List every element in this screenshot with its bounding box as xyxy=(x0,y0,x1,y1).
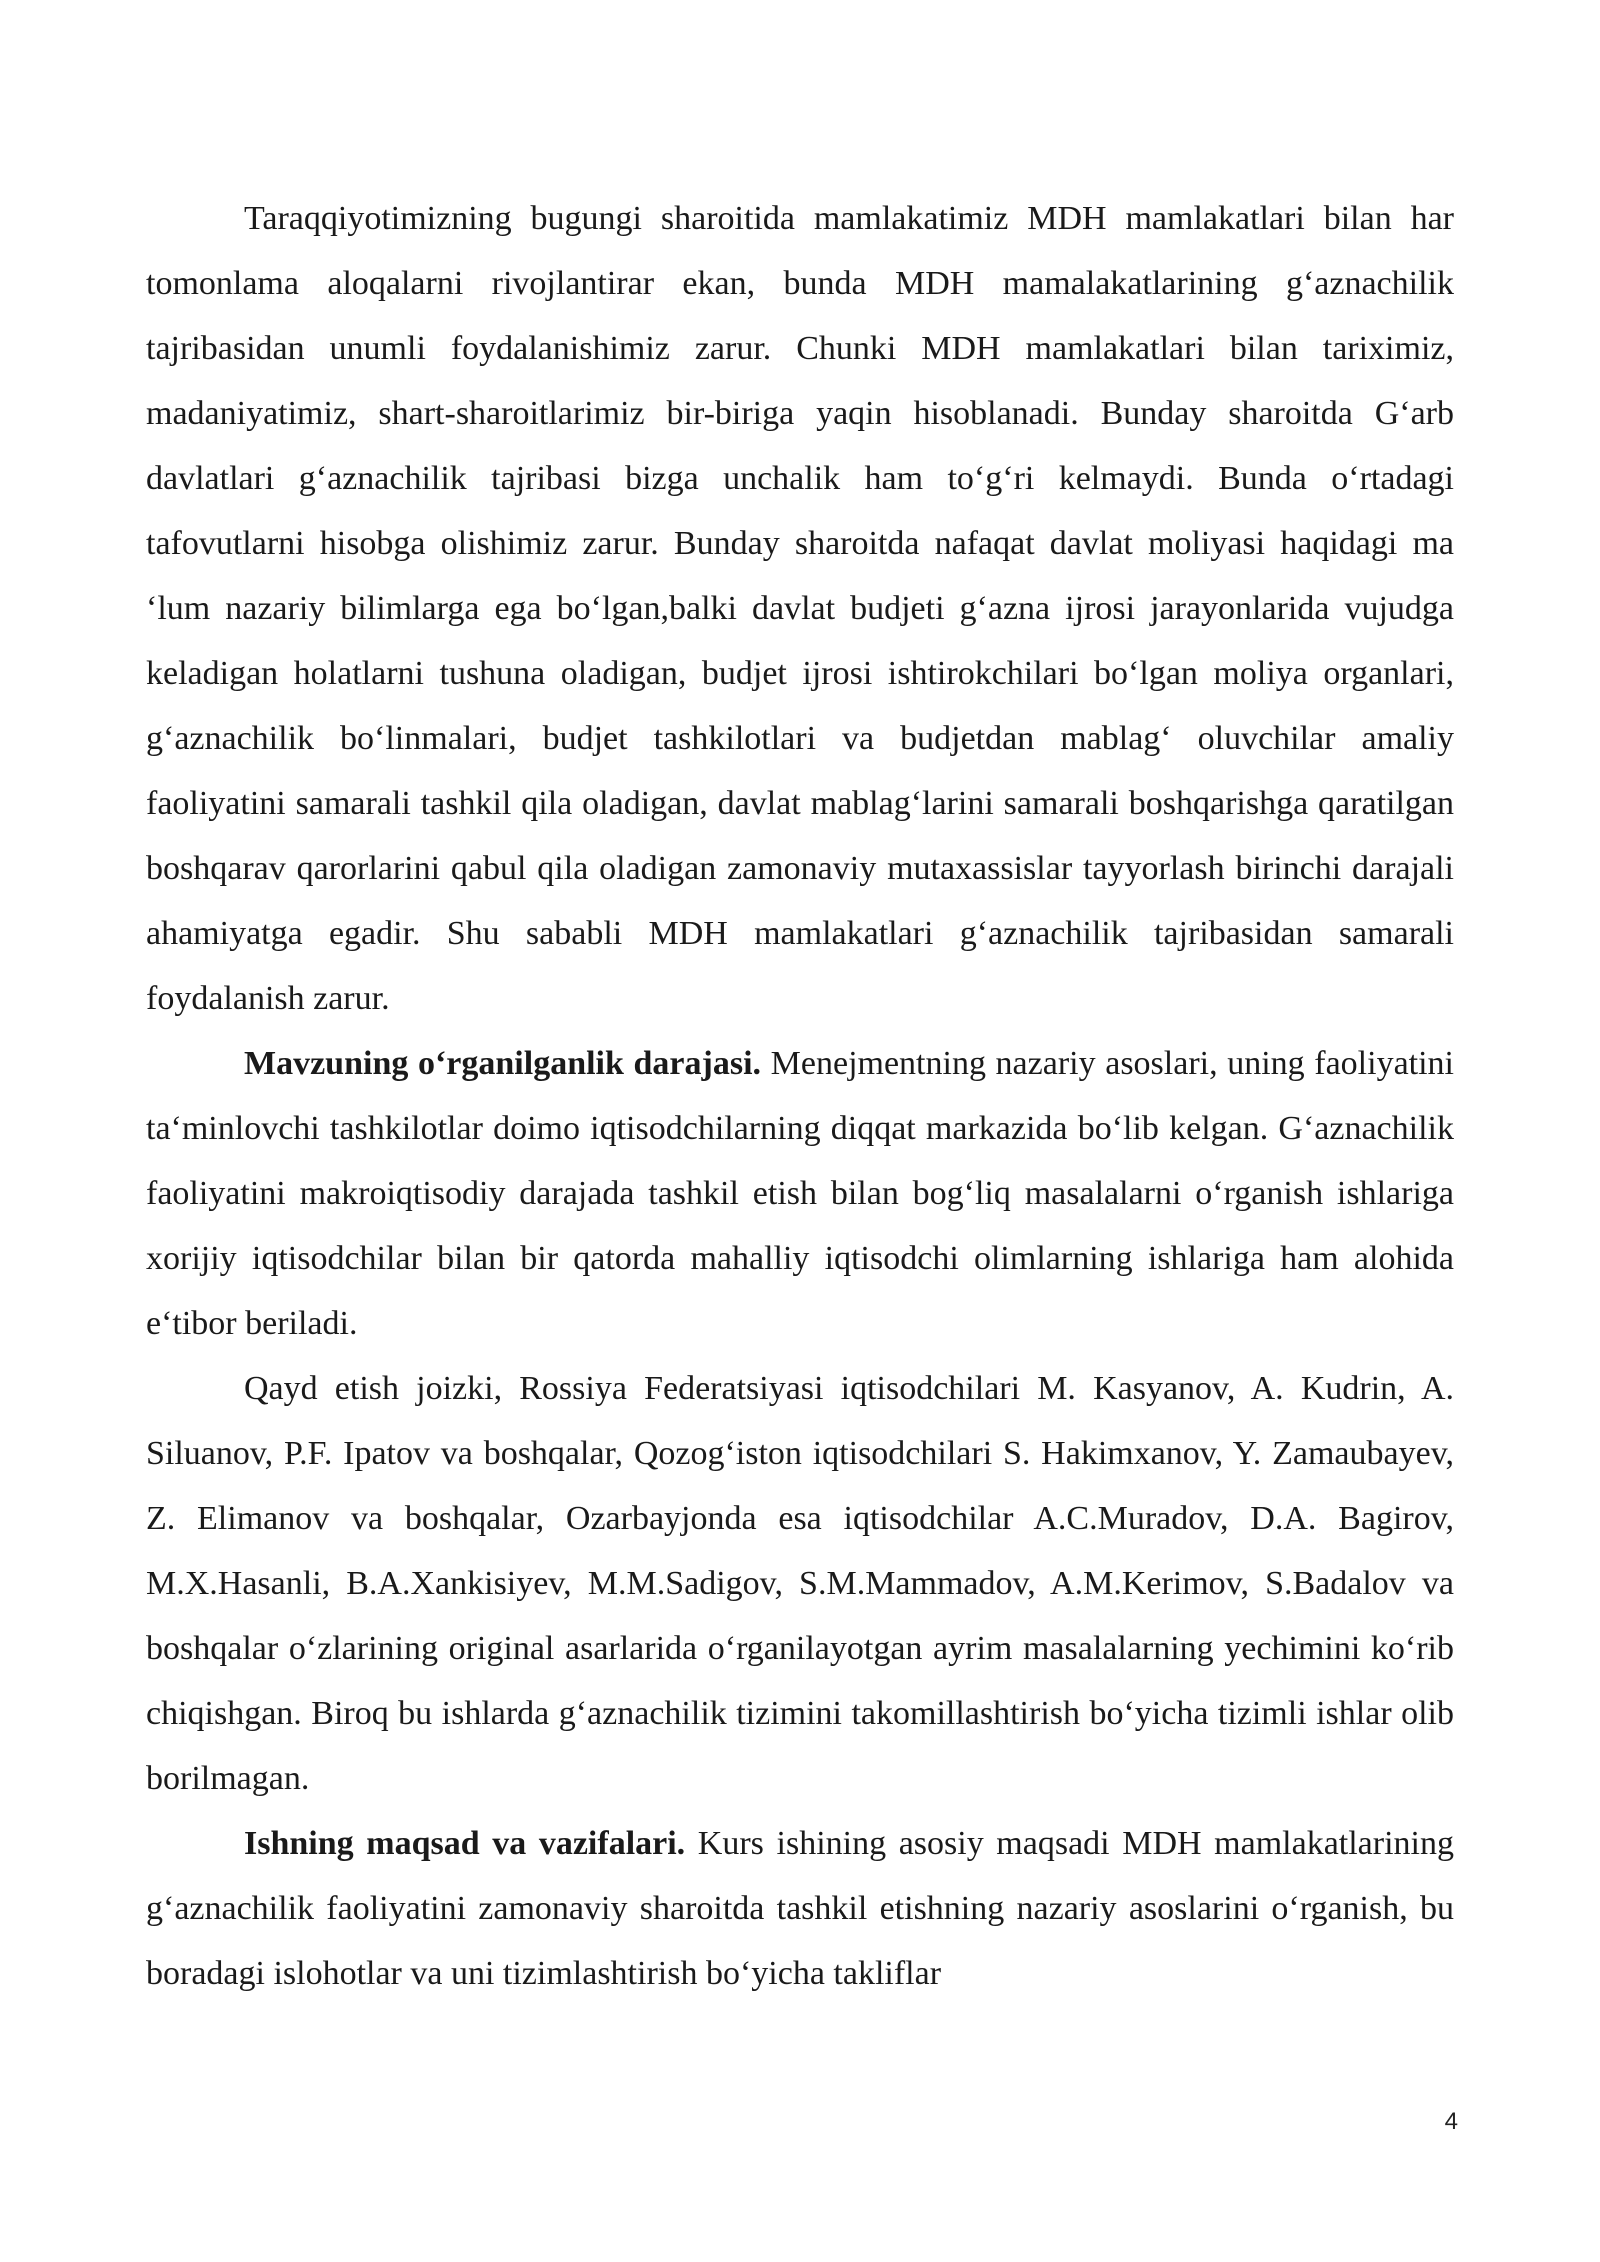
paragraph-researchers-text: Qayd etish joizki, Rossiya Federatsiyasi iqtisodchilari M. Kasyanov, A. Kudrin, A. Siluanov, P.F. Ipatov va boshqalar, Qozog‘iston iqtisodchilari S. Hakimxanov, Y. Zamaubayev, Z. Elimanov va boshqalar, Ozarbayjonda esa iqtisodchilar A.C.Muradov, D.A. Bagirov, M.X.Hasanli, B.A.Xankisiyev, M.M.Sadigov, S.M.Mammadov, A.M.Kerimov, S.Badalov va boshqalar o‘zlarining original asarlarida o‘rganilayotgan ayrim masalalarning yechimini ko‘rib chiqishgan. Biroq bu ishlarda g‘aznachilik tizimini takomillashtirish bo‘yicha tizimli ishlar olib borilmagan. xyxy=(146,1370,1454,1797)
paragraph-intro xyxy=(146,186,1454,1031)
paragraph-researchers xyxy=(146,1356,1454,1811)
paragraph-study-level-text: Menejmentning nazariy asoslari, uning faoliyatini ta‘minlovchi tashkilotlar doimo iqtisodchilarning diqqat markazida bo‘lib kelgan. G‘aznachilik faoliyatini makroiqtisodiy darajada tashkil etish bilan bog‘liq masalalarni o‘rganish ishlariga xorijiy iqtisodchilar bilan bir qatorda mahalliy iqtisodchi olimlarning ishlariga ham alohida e‘tibor beriladi. xyxy=(146,1045,1455,1342)
paragraph-goals xyxy=(146,1811,1454,2006)
paragraph-goals-text: Kurs ishining asosiy maqsadi MDH mamlakatlarining g‘aznachilik faoliyatini zamonaviy sharoitda tashkil etishning nazariy asoslarini o‘rganish, bu boradagi islohotlar va uni tizimlashtirish bo‘yicha takliflar xyxy=(146,1825,1454,1992)
page-body xyxy=(146,186,1454,2006)
section-heading-goals: Ishning maqsad va vazifalari. xyxy=(244,1825,686,1862)
section-heading-study-level: Mavzuning o‘rganilganlik darajasi. xyxy=(244,1045,762,1082)
paragraph-intro-text: Taraqqiyotimizning bugungi sharoitida mamlakatimiz MDH mamlakatlari bilan har tomonlama aloqalarni rivojlantirar ekan, bunda MDH mamalakatlarining g‘aznachilik tajribasidan unumli foydalanishimiz zarur. Chunki MDH mamlakatlari bilan tariximiz, madaniyatimiz, shart-sharoitlarimiz bir-biriga yaqin hisoblanadi. Bunday sharoitda G‘arb davlatlari g‘aznachilik tajribasi bizga unchalik ham to‘g‘ri kelmaydi. Bunda o‘rtadagi tafovutlarni hisobga olishimiz zarur. Bunday sharoitda nafaqat davlat moliyasi haqidagi ma ‘lum nazariy bilimlarga ega bo‘lgan,balki davlat budjeti g‘azna ijrosi jarayonlarida vujudga keladigan holatlarni tushuna oladigan, budjet ijrosi ishtirokchilari bo‘lgan moliya organlari, g‘aznachilik bo‘linmalari, budjet tashkilotlari va budjetdan mablag‘ oluvchilar amaliy faoliyatini samarali tashkil qila oladigan, davlat mablag‘larini samarali boshqarishga qaratilgan boshqarav qarorlarini qabul qila oladigan zamonaviy mutaxassislar tayyorlash birinchi darajali ahamiyatga egadir. Shu sababli MDH mamlakatlari g‘aznachilik tajribasidan samarali foydalanish zarur. xyxy=(146,200,1454,1017)
paragraph-study-level xyxy=(146,1031,1454,1356)
page-number: 4 xyxy=(1444,2108,1458,2135)
